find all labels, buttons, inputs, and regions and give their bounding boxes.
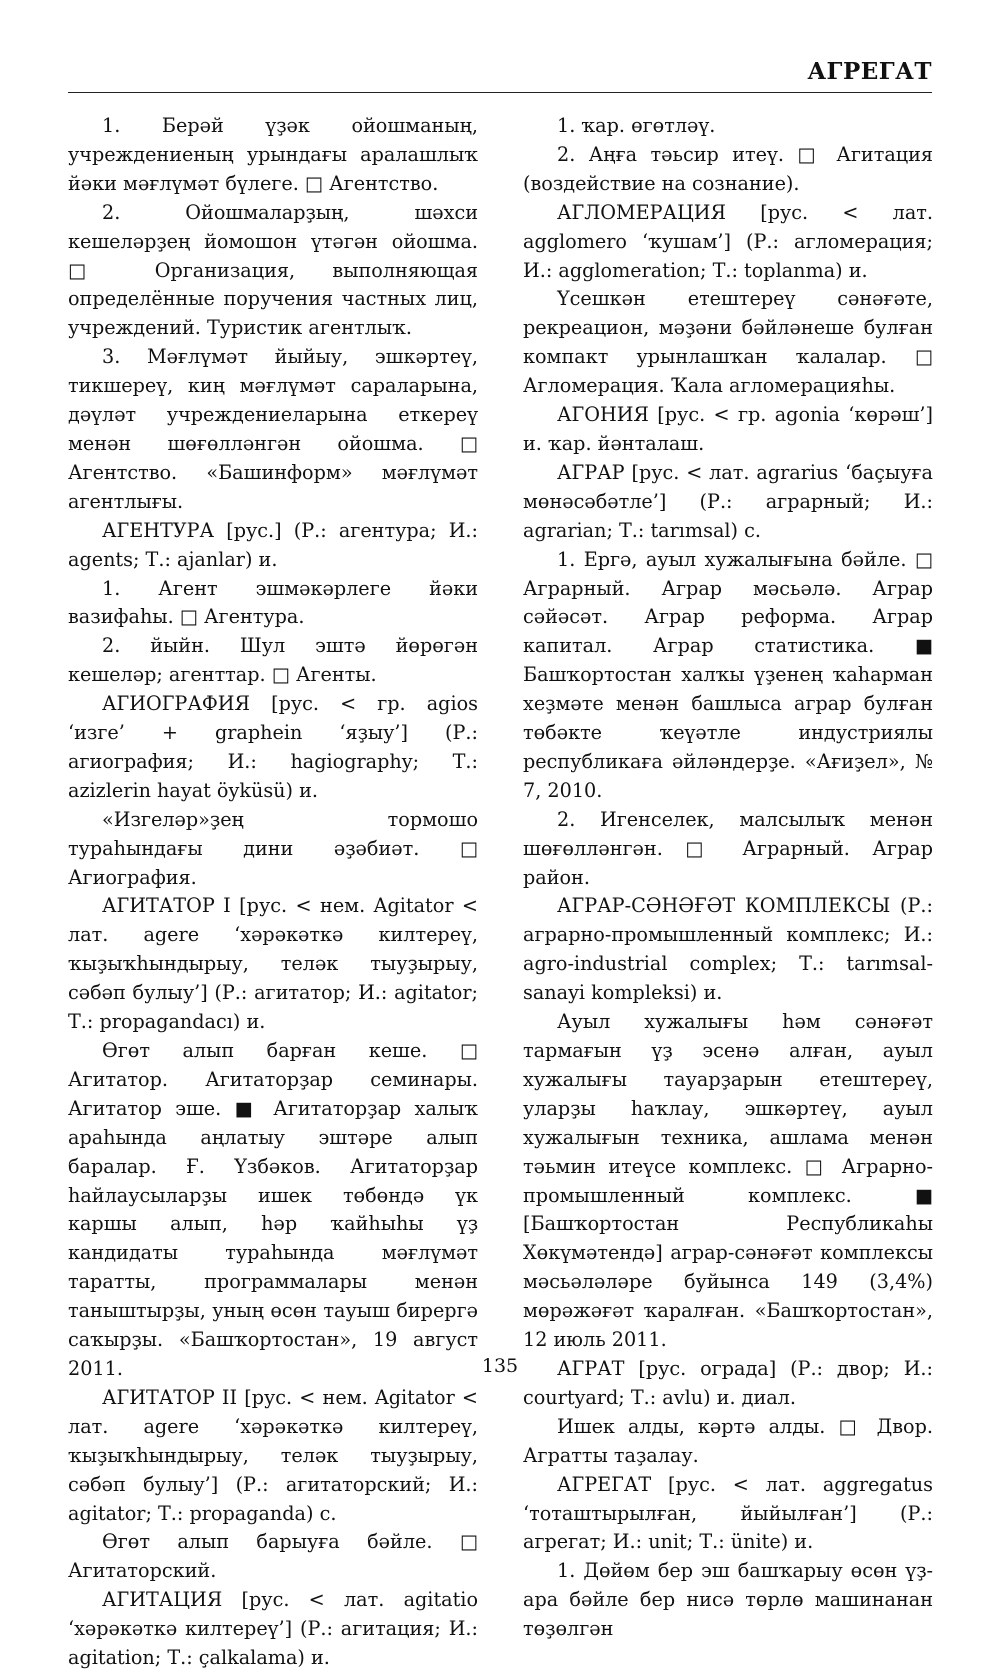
entry-paragraph: 1. Агент эшмәкәрлеге йәки вазифаһы. □ Агентура. <box>68 576 478 629</box>
entry-headword-line: АГЛОМЕРАЦИЯ [рус. < лат. agglomero ‘ҡушам’] (Р.: агломерация; И.: agglomeration; Т.: toplanma) и. <box>523 200 933 282</box>
entry-paragraph: 2. Аңға тәьсир итеү. □ Агитация (воздействие на сознание). <box>523 142 933 195</box>
entry-headword-line: АГИТАТОР I [рус. < нем. Agitator < лат. agere ‘хәрәкәткә килтереү, ҡыҙыҡһындырыу, теләк тыуҙырыу, сәбәп булыу’] (Р.: агитатор; И.: agitator; Т.: propagandacı) и. <box>68 894 478 1034</box>
entry-paragraph: 2. Игенселек, малсылыҡ менән шөғөлләнгән. □ Аграрный. Аграр район. <box>523 807 933 889</box>
page-number: 135 <box>481 1355 519 1377</box>
entry-paragraph: 3. Мәғлүмәт йыйыу, эшкәртеү, тикшереү, киң мәғлүмәт сараларына, дәүләт учреждениеларына еткереү менән шөғөлләнгән ойошма. □ Агентство. «Башинформ» мәғлүмәт агентлығы. <box>68 345 478 513</box>
right-column <box>523 112 933 1644</box>
entry-headword-line: АГРАР [рус. < лат. agrarius ‘баҫыуға мөнәсәбәтле’] (Р.: аграрный; И.: agrarian; Т.: tarımsal) с. <box>523 460 933 542</box>
entry-paragraph: Ишек алды, кәртә алды. □ Двор. Агратты таҙалау. <box>523 1414 933 1467</box>
running-head: АГРЕГАТ <box>807 58 932 85</box>
entry-paragraph: Ауыл хужалығы һәм сәнәғәт тармағын үҙ эсенә алған, ауыл хужалығы тауарҙарын етештереү, уларҙы һаҡлау, эшкәртеү, ауыл хужалығын техника, ашлама менән тәьмин итеүсе комплекс. □ Аграрно-промышленный комплекс. ■ [Башҡортостан Республикаһы Хөкүмәтендә] аграр-сәнәғәт комплексы мәсьәләләре буйынса 149 (3,4%) мөрәжәғәт ҡаралған. «Башҡортостан», 12 июль 2011. <box>523 1010 933 1352</box>
header-rule <box>68 92 932 93</box>
entry-headword-line: АГРЕГАТ [рус. < лат. aggregatus ‘тоташтырылған, йыйылған’] (Р.: агрегат; И.: unit; Т.: ünite) и. <box>523 1472 933 1554</box>
entry-paragraph: 2. йыйн. Шул эштә йөрөгән кешеләр; агенттар. □ Агенты. <box>68 634 478 687</box>
entry-paragraph: 1. Дөйөм бер эш башҡарыу өсөн үҙ-ара бәйле бер нисә төрлө машинанан төҙөлгән <box>523 1559 933 1641</box>
entry-headword-line: АГОНИЯ [рус. < гр. agonia ‘көрәш’] и. ҡар. йәнталаш. <box>523 403 933 455</box>
entry-headword-line: АГРАР-СӘНӘҒӘТ КОМПЛЕКСЫ (Р.: аграрно-промышленный комплекс; И.: agro-industrial complex; Т.: tarımsal-sanayi kompleksi) и. <box>523 894 933 1005</box>
entry-paragraph: Үсешкән етештереү сәнәғәте, рекреацион, мәҙәни бәйләнеше булған компакт урынлашҡан ҡалалар. □ Агломерация. Ҡала агломерацияһы. <box>523 287 933 398</box>
entry-paragraph: Өгөт алып барыуға бәйле. □ Агитаторский. <box>68 1530 478 1583</box>
entry-headword-line: АГРАТ [рус. ограда] (Р.: двор; И.: courtyard; Т.: avlu) и. диал. <box>523 1356 933 1409</box>
left-column <box>68 112 478 1673</box>
entry-headword-line: АГЕНТУРА [рус.] (Р.: агентура; И.: agents; Т.: ajanlar) и. <box>68 518 478 571</box>
entry-headword-line: АГИОГРАФИЯ [рус. < гр. agios ‘изге’ + graphein ‘яҙыу’] (Р.: агиография; И.: hagiography; Т.: azizlerin hayat öyküsü) и. <box>68 692 478 802</box>
entry-paragraph: 1. Берәй үҙәк ойошманың, учреждениеның урындағы аралашлыҡ йәки мәғлүмәт бүлеге. □ Агентство. <box>68 114 478 195</box>
entry-paragraph: 1. ҡар. өгөтләү. <box>557 114 716 137</box>
entry-headword-line: АГИТАЦИЯ [рус. < лат. agitatio ‘хәрәкәткә килтереү’] (Р.: агитация; И.: agitation; Т.: çalkalama) и. <box>68 1588 478 1670</box>
entry-paragraph: Өгөт алып барған кеше. □ Агитатор. Агитаторҙар семинары. Агитатор эше. ■ Агитаторҙар халыҡ араһында аңлатыу эштәре алып баралар. Ғ. Үзбәков. Агитаторҙар һайлаусыларҙы ишек төбөндә үк каршы алып, һәр ҡайһыһы үҙ кандидаты тураһында мәғлүмәт таратты, программалары менән таныштырҙы, уның өсөн тауыш бирергә саҡырҙы. «Башҡортостан», 19 август 2011. <box>68 1039 478 1380</box>
entry-paragraph: 1. Ергә, ауыл хужалығына бәйле. □ Аграрный. Аграр мәсьәлә. Аграр сәйәсәт. Аграр реформа. Аграр капитал. Аграр статистика. ■ Башҡортостан халҡы үҙенең ҡаһарман хеҙмәте менән башлыса аграр булған төбәкте ҡеүәтле индустриялы республикаға әйләндерҙе. «Ағиҙел», № 7, 2010. <box>523 547 933 802</box>
entry-paragraph: 2. Ойошмаларҙың, шәхси кешеләрҙең йомошон үтәгән ойошма. □ Организация, выполняющая определённые поручения частных лиц, учреждений. Туристик агентлыҡ. <box>68 200 478 340</box>
entry-headword-line: АГИТАТОР II [рус. < нем. Agitator < лат. agere ‘хәрәкәткә килтереү, ҡыҙыҡһындырыу, теләк тыуҙырыу, сәбәп булыу’] (Р.: агитаторский; И.: agitator; Т.: propaganda) с. <box>68 1385 478 1525</box>
entry-paragraph: «Изгеләр»ҙең тормошо тураһындағы дини әҙәбиәт. □ Агиография. <box>68 807 478 889</box>
